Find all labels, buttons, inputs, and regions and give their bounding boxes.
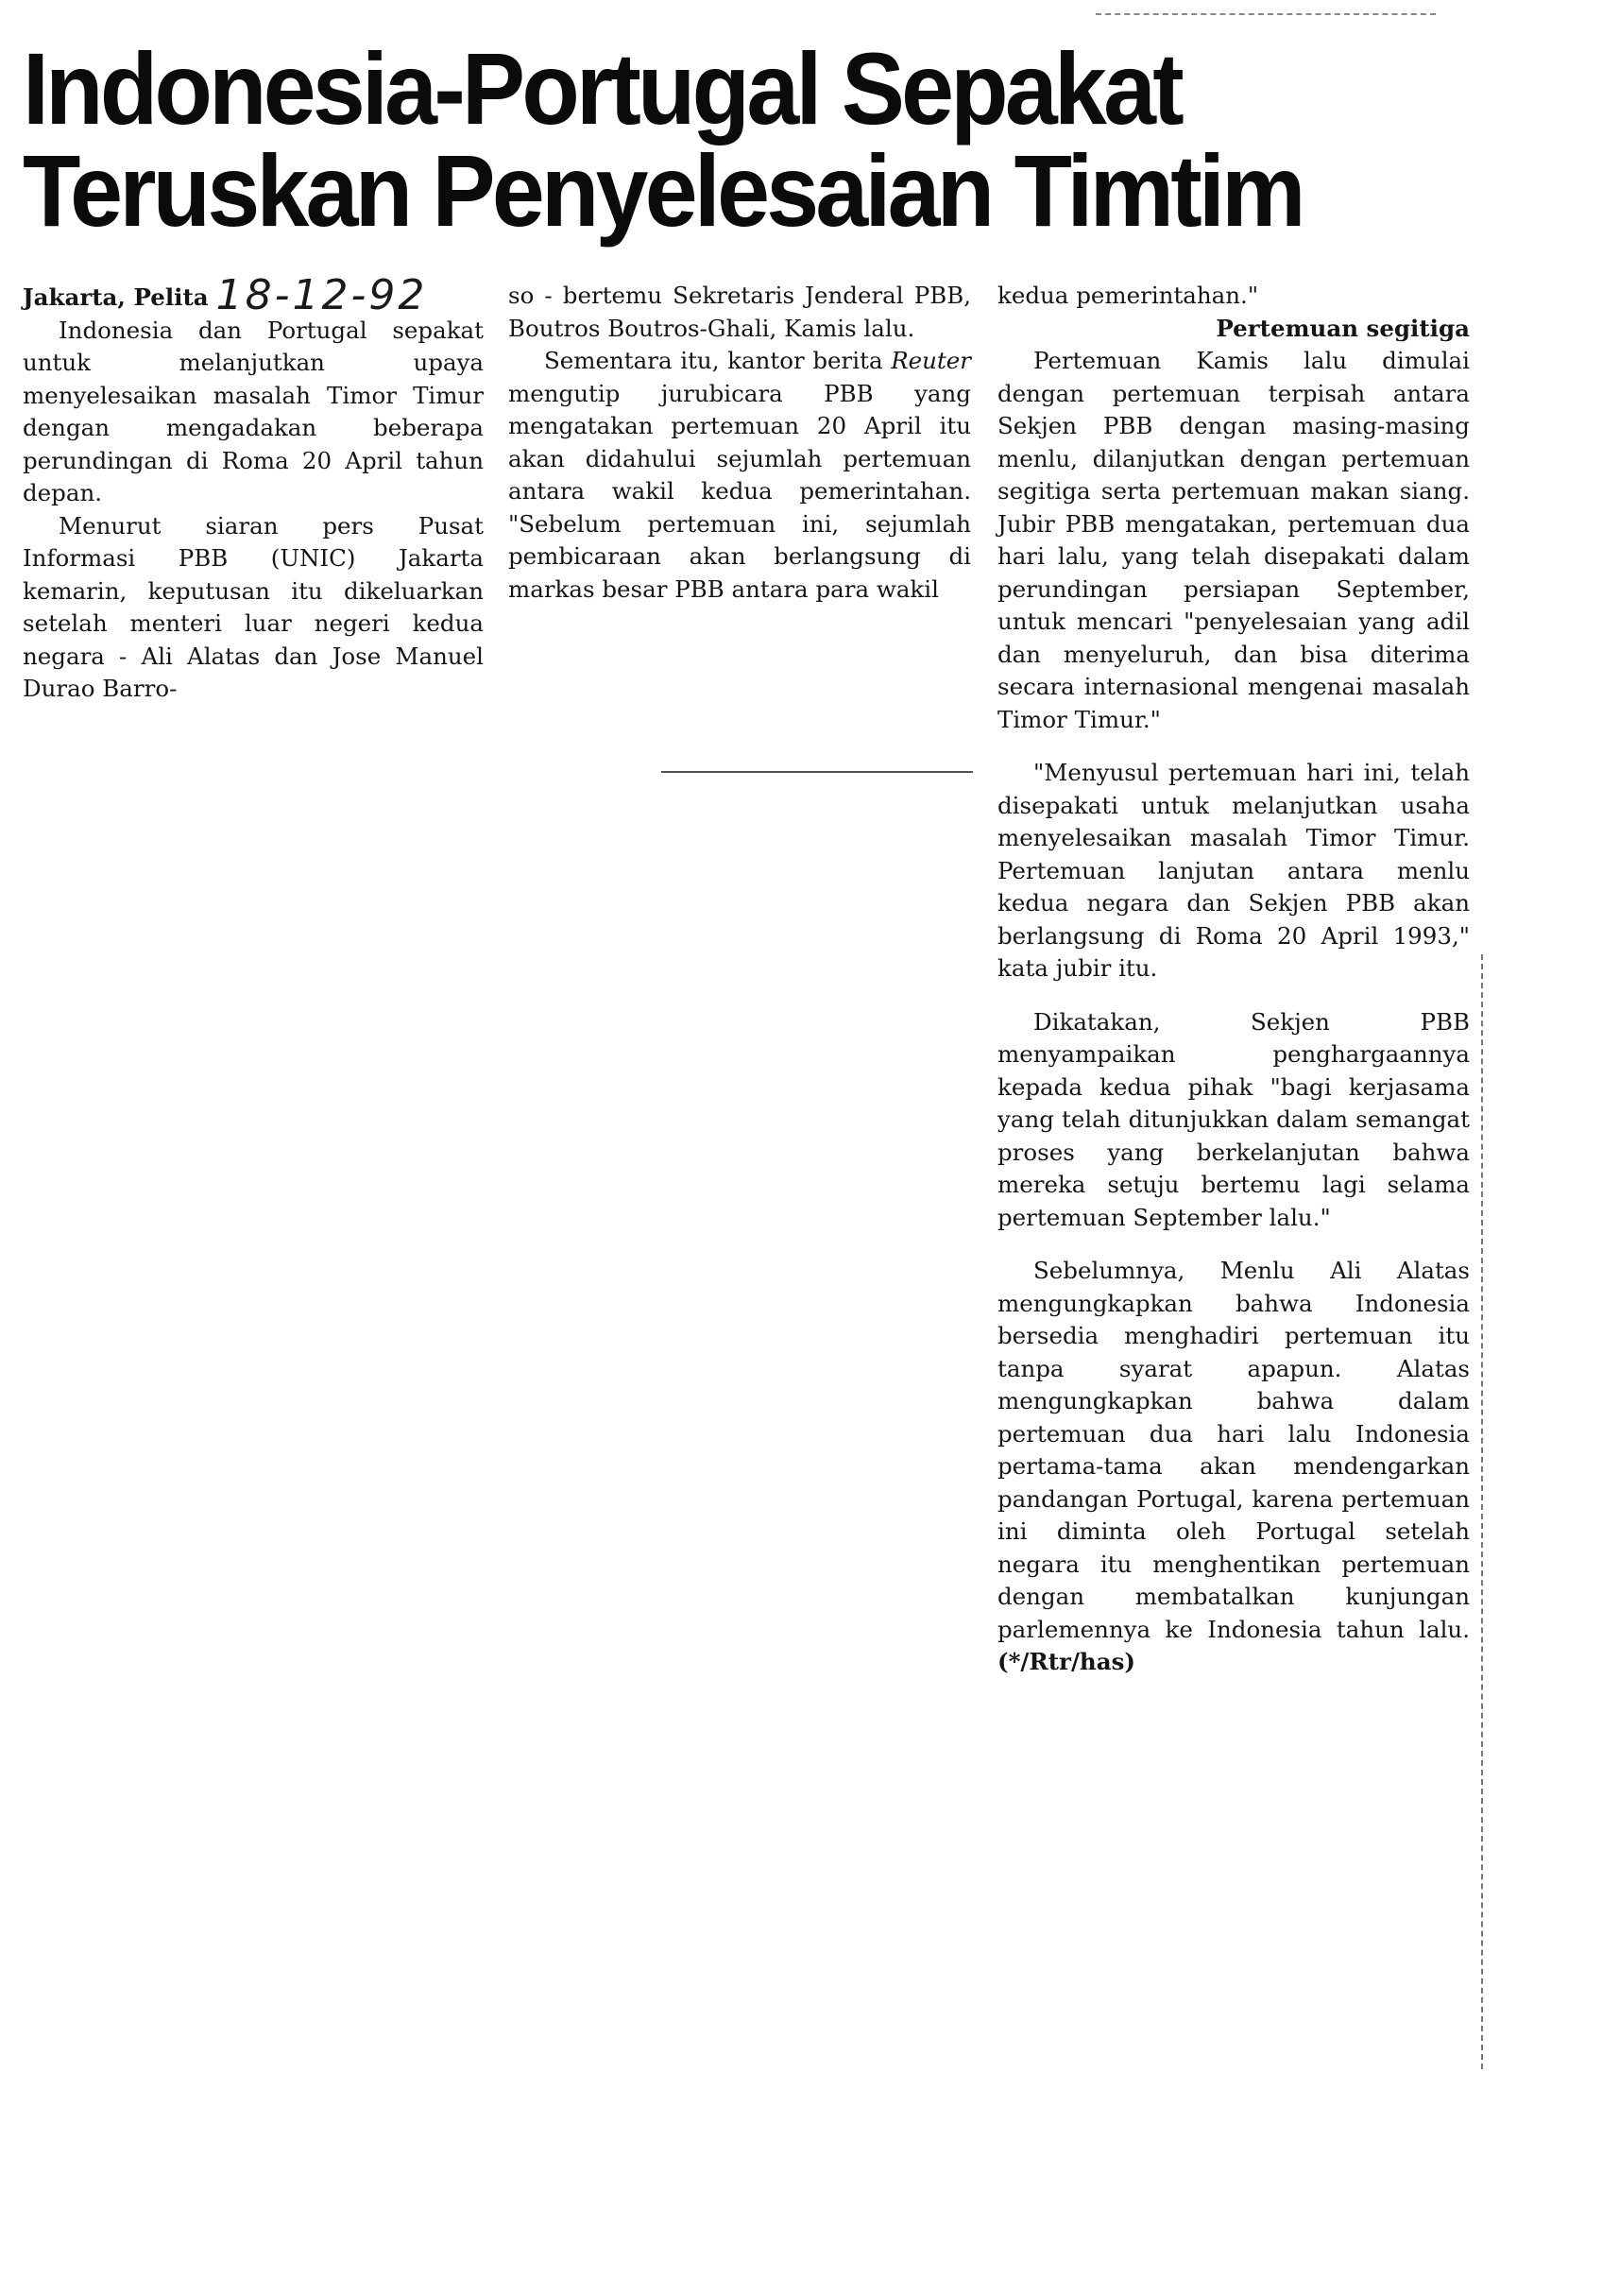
clipping-edge-dashes: [1481, 954, 1483, 2069]
news-agency-name: Reuter: [891, 347, 971, 374]
byline-signature: (*/Rtr/has): [997, 1648, 1135, 1675]
headline: [23, 31, 1446, 248]
paragraph: Menurut siaran pers Pusat Informasi PBB (UNIC) Jakarta kemarin, keputusan itu dikeluarkan setelah menteri luar negeri kedua negara - Ali Alatas dan Jose Manuel Durao Barro-: [23, 511, 484, 702]
top-dashed-rule: [1096, 13, 1436, 15]
dateline-source: Jakarta, Pelita: [23, 283, 209, 311]
paragraph: Indonesia dan Portugal sepakat untuk melanjutkan upaya menyelesaikan masalah Timor Timur dengan mengadakan beberapa perundingan di Roma 20 April tahun depan.: [23, 316, 484, 506]
headline-line-1: Indonesia-Portugal Sepakat: [23, 31, 1182, 146]
subheading: Pertemuan segitiga: [1216, 314, 1470, 342]
paragraph: [997, 1255, 1470, 1679]
article-column-1: [23, 271, 484, 706]
article-column-3: [997, 280, 1470, 1679]
paragraph: Dikatakan, Sekjen PBB menyampaikan penghargaannya kepada kedua pihak "bagi kerjasama yang telah ditunjukkan dalam semangat proses yang berkelanjutan bahwa mereka setuju bertemu lagi selama pertemuan September lalu.": [997, 1007, 1470, 1231]
text-run: mengutip jurubicara PBB yang mengatakan pertemuan 20 April itu akan didahului sejumlah pertemuan antara wakil kedua pemerintahan. "Sebelum pertemuan ini, sejumlah pembicaraan akan berlangsung di markas besar PBB antara para wakil: [508, 379, 971, 603]
paragraph: so - bertemu Sekretaris Jenderal PBB, Boutros Boutros-Ghali, Kamis lalu.: [508, 282, 971, 342]
text-run: Sementara itu, kantor berita: [544, 347, 892, 374]
article-column-2: [508, 280, 971, 606]
paragraph: [508, 345, 971, 606]
paragraph: "Menyusul pertemuan hari ini, telah disepakati untuk melanjutkan usaha menyelesaikan masalah Timor Timur. Pertemuan lanjutan antara menlu kedua negara dan Sekjen PBB akan berlangsung di Roma 20 April 1993," kata jubir itu.: [997, 759, 1470, 982]
handwritten-date: 18-12-92: [215, 271, 428, 319]
paragraph: kedua pemerintahan.": [997, 282, 1259, 309]
text-run: Sebelumnya, Menlu Ali Alatas mengungkapkan bahwa Indonesia bersedia menghadiri pertemuan itu tanpa syarat apapun. Alatas mengungkapkan bahwa dalam pertemuan dua hari lalu Indonesia pertama-tama akan mendengarkan pandangan Portugal, karena pertemuan ini diminta oleh Portugal setelah negara itu menghentikan pertemuan dengan membatalkan kunjungan parlemennya ke Indonesia tahun lalu.: [997, 1257, 1470, 1643]
paragraph: Pertemuan Kamis lalu dimulai dengan pertemuan terpisah antara Sekjen PBB dengan masing-masing menlu, dilanjutkan dengan pertemuan segitiga serta pertemuan makan siang. Jubir PBB mengatakan, pertemuan dua hari lalu, yang telah disepakati dalam perundingan persiapan September, untuk mencari "penyelesaian yang adil dan menyeluruh, dan bisa diterima secara internasional mengenai masalah Timor Timur.": [997, 347, 1470, 733]
dateline: [23, 271, 484, 319]
column-end-rule: [661, 771, 973, 773]
headline-line-2: Teruskan Penyelesaian Timtim: [23, 133, 1303, 248]
